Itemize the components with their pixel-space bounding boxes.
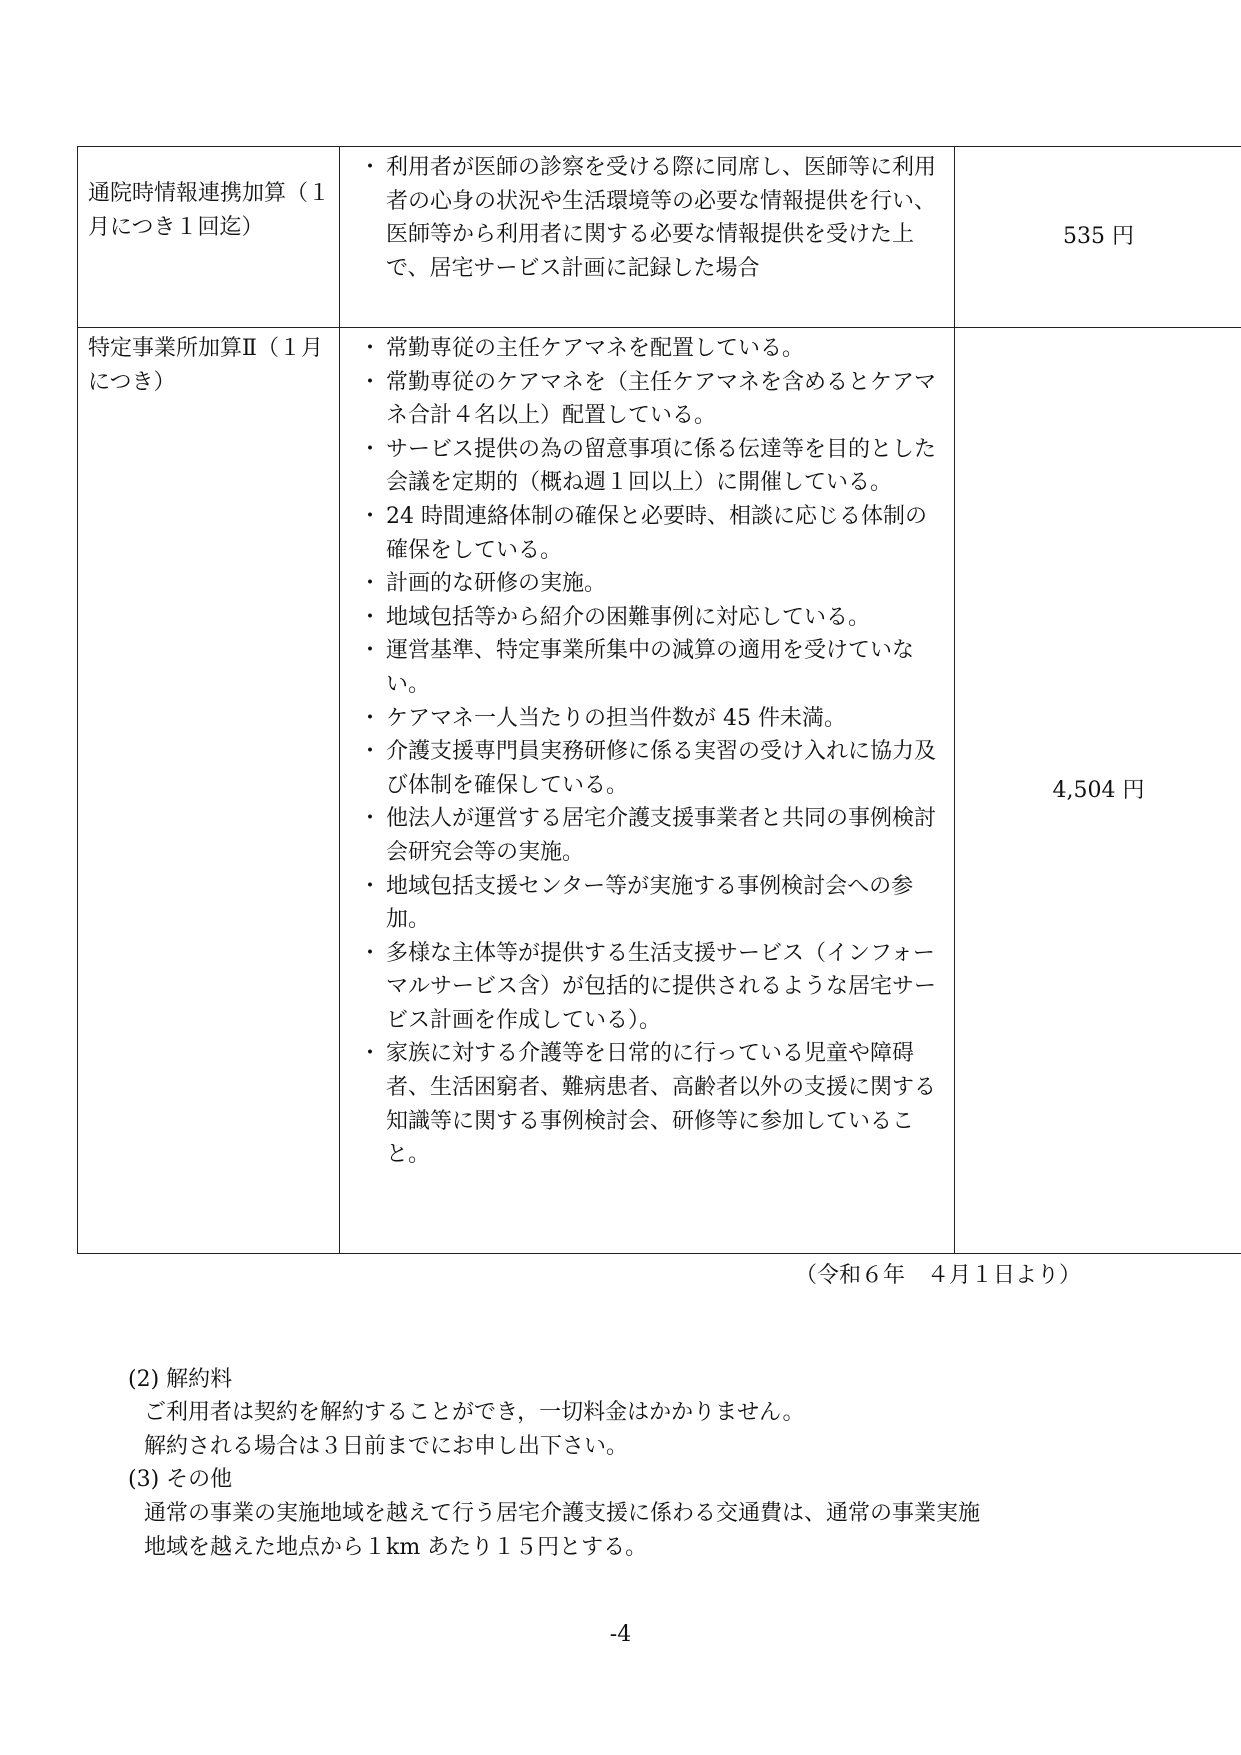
addition-amount: 4,504 円 — [955, 328, 1241, 1254]
table-row — [78, 328, 1241, 1254]
condition-item: ・ 多様な主体等が提供する生活支援サービス（インフォーマルサービス含）が包括的に提供されるような居宅サービス計画を作成している）。 — [354, 937, 944, 1038]
condition-item: ・ 他法人が運営する居宅介護支援事業者と共同の事例検討会研究会等の実施。 — [354, 802, 944, 869]
condition-item: ・ 計画的な研修の実施。 — [354, 567, 944, 601]
table-row — [78, 147, 1241, 328]
cancellation-line: ご利用者は契約を解約することができ，一切料金はかかりません。 — [144, 1400, 805, 1425]
other-line: 地域を越えた地点から１km あたり１５円とする。 — [144, 1535, 648, 1560]
condition-item: ・ 運営基準、特定事業所集中の減算の適用を受けていない。 — [354, 634, 944, 701]
condition-item: ・ 常勤専従の主任ケアマネを配置している。 — [354, 332, 944, 366]
fee-table — [77, 146, 1241, 1254]
addition-name: 通院時情報連携加算（１月につき１回迄） — [78, 147, 340, 328]
condition-item: ・ 地域包括支援センター等が実施する事例検討会への参加。 — [354, 870, 944, 937]
other-heading: (3) その他 — [128, 1467, 233, 1492]
condition-item: ・ サービス提供の為の留意事項に係る伝達等を目的とした会議を定期的（概ね週１回以上）に開催している。 — [354, 433, 944, 500]
addition-conditions — [340, 328, 955, 1254]
condition-item: ・ 介護支援専門員実務研修に係る実習の受け入れに協力及び体制を確保している。 — [354, 735, 944, 802]
condition-item: ・ 地域包括等から紹介の困難事例に対応している。 — [354, 601, 944, 635]
page-number: -4 — [609, 1622, 632, 1647]
addition-name: 特定事業所加算Ⅱ（１月につき） — [78, 328, 340, 1254]
condition-item: ・ ケアマネ一人当たりの担当件数が 45 件未満。 — [354, 702, 944, 736]
addition-conditions — [340, 147, 955, 328]
effective-date-note: （令和６年 ４月１日より） — [794, 1263, 1081, 1288]
condition-item: ・ 24 時間連絡体制の確保と必要時、相談に応じる体制の確保をしている。 — [354, 500, 944, 567]
cancellation-heading: (2) 解約料 — [128, 1367, 233, 1392]
cancellation-line: 解約される場合は３日前までにお申し出下さい。 — [144, 1434, 629, 1459]
other-line: 通常の事業の実施地域を越えて行う居宅介護支援に係わる交通費は、通常の事業実施 — [144, 1501, 981, 1526]
condition-item: ・ 常勤専従のケアマネを（主任ケアマネを含めるとケアマネ合計４名以上）配置している。 — [354, 366, 944, 433]
condition-item: ・ 家族に対する介護等を日常的に行っている児童や障碍者、生活困窮者、難病患者、高齢者以外の支援に関する知識等に関する事例検討会、研修等に参加していること。 — [354, 1037, 944, 1171]
condition-item: ・ 利用者が医師の診察を受ける際に同席し、医師等に利用者の心身の状況や生活環境等の必要な情報提供を行い、医師等から利用者に関する必要な情報提供を受けた上で、居宅サービス計画に記録した場合 — [354, 151, 944, 285]
addition-amount: 535 円 — [955, 147, 1241, 328]
